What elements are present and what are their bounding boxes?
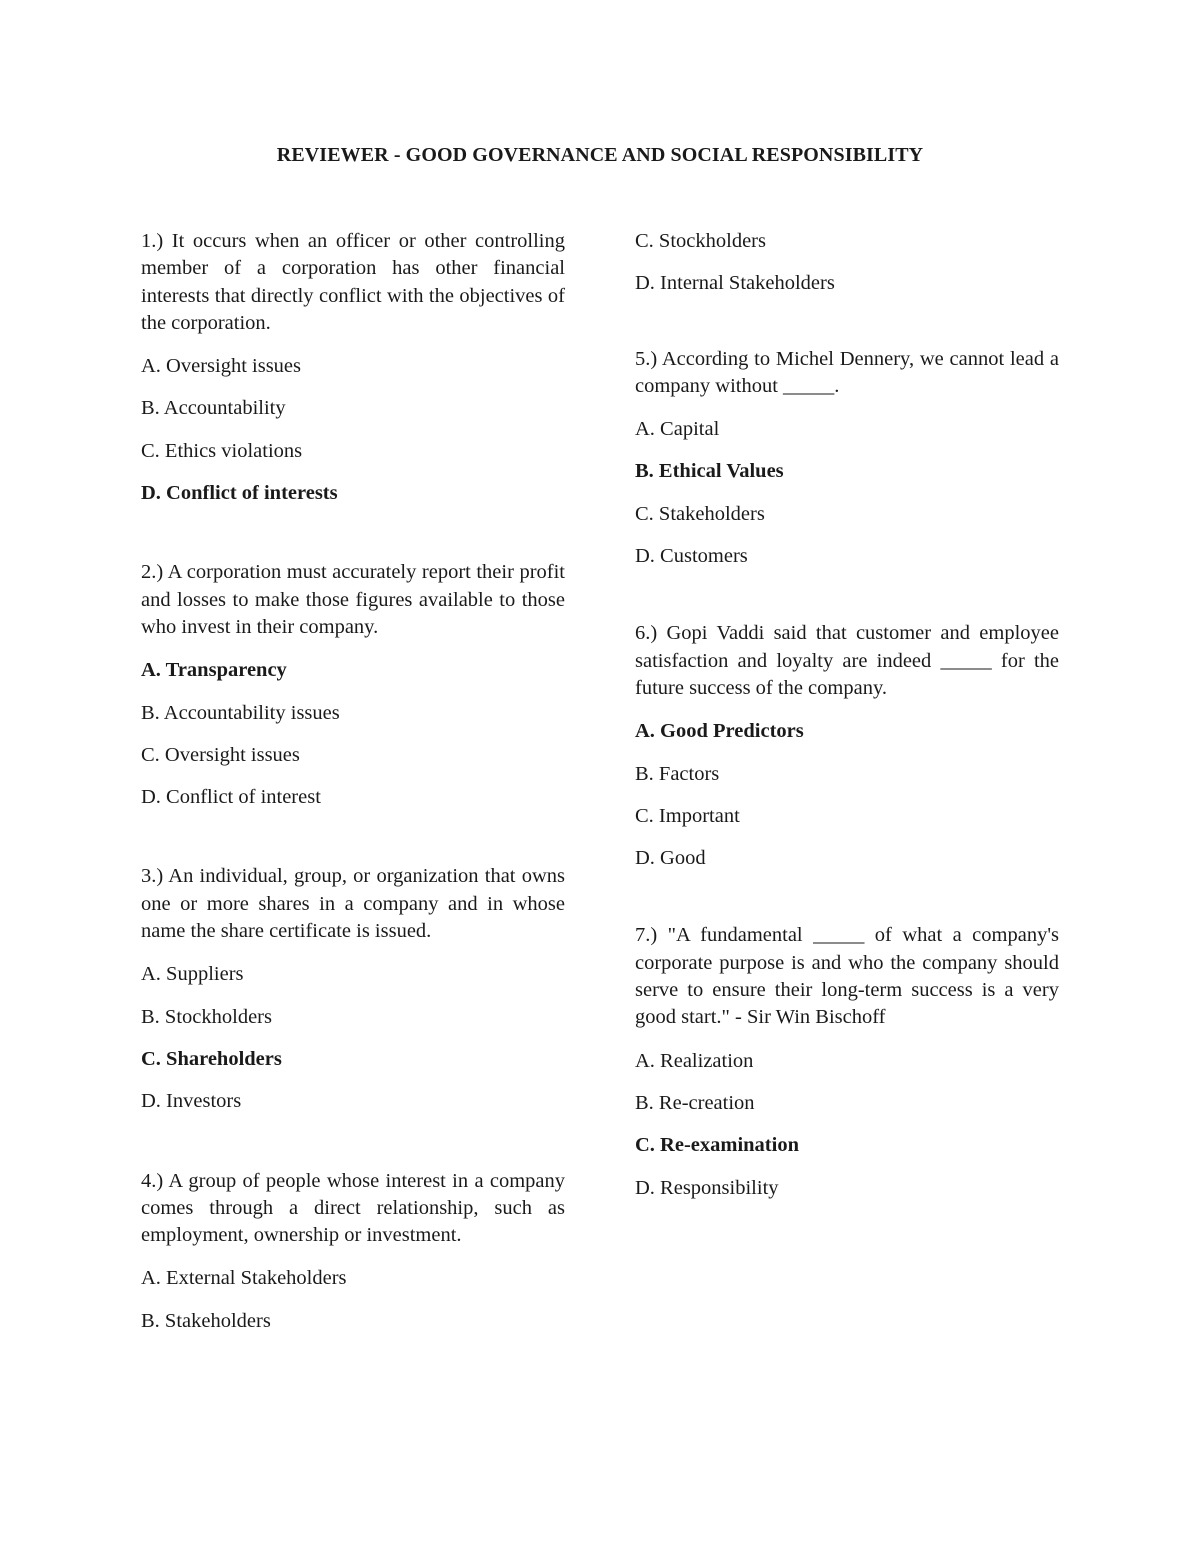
option-b: B. Factors: [635, 762, 720, 785]
option-b: B. Accountability: [141, 397, 286, 420]
question-text: 6.) Gopi Vaddi said that customer and employee satisfaction and loyalty are indeed _____ for the future success of the company.: [635, 622, 1059, 699]
option-a-answer: A. Good Predictors: [635, 720, 804, 743]
option-a: A. Capital: [635, 418, 720, 441]
question-7: [635, 922, 1059, 1201]
option-b: B. Re-creation: [635, 1091, 755, 1114]
option-a: A. Oversight issues: [141, 355, 302, 378]
question-3: [141, 863, 565, 1115]
question-4-continued: [635, 228, 1059, 298]
option-d: D. Investors: [141, 1090, 242, 1113]
option-b-answer: B. Ethical Values: [635, 460, 784, 483]
question-1: [141, 228, 565, 507]
option-c: C. Important: [635, 804, 740, 827]
option-b: B. Stakeholders: [141, 1309, 271, 1332]
question-text: 1.) It occurs when an officer or other controlling member of a corporation has other financial interests that directly conflict with the objectives of the corporation.: [141, 230, 565, 334]
question-text: 3.) An individual, group, or organization that owns one or more shares in a company and in whose name the share certificate is issued.: [141, 865, 565, 943]
question-6: [635, 620, 1059, 872]
question-2: [141, 559, 565, 811]
question-text: 7.) "A fundamental _____ of what a company's corporate purpose is and who the company should serve to ensure their long-term success is a very good start." - Sir Win Bischoff: [635, 924, 1059, 1029]
option-d: D. Internal Stakeholders: [635, 272, 835, 295]
option-d-answer: D. Conflict of interests: [141, 482, 338, 505]
left-column: [141, 228, 565, 1350]
option-a: A. External Stakeholders: [141, 1267, 347, 1290]
option-d: D. Conflict of interest: [141, 786, 321, 809]
option-b: B. Stockholders: [141, 1005, 272, 1028]
question-4: [141, 1168, 565, 1335]
option-c: C. Stakeholders: [635, 502, 765, 525]
option-b: B. Accountability issues: [141, 701, 340, 724]
question-text: 4.) A group of people whose interest in a company comes through a direct relationship, such as employment, ownership or investment.: [141, 1169, 565, 1247]
option-d: D. Customers: [635, 545, 748, 568]
option-a-answer: A. Transparency: [141, 659, 287, 682]
option-c-answer: C. Shareholders: [141, 1047, 282, 1070]
option-c: C. Oversight issues: [141, 743, 300, 766]
question-5: [635, 346, 1059, 571]
option-a: A. Suppliers: [141, 963, 244, 986]
right-column: [635, 228, 1059, 1217]
question-text: 2.) A corporation must accurately report their profit and losses to make those figures available to those who invest in their company.: [141, 561, 565, 638]
page-title: REVIEWER - GOOD GOVERNANCE AND SOCIAL RESPONSIBILITY: [276, 144, 924, 166]
option-d: D. Responsibility: [635, 1176, 779, 1199]
option-c: C. Stockholders: [635, 230, 766, 252]
question-text: 5.) According to Michel Dennery, we cannot lead a company without _____.: [635, 347, 1059, 397]
option-c: C. Ethics violations: [141, 439, 303, 462]
option-a: A. Realization: [635, 1049, 754, 1072]
option-c-answer: C. Re-examination: [635, 1134, 799, 1157]
option-d: D. Good: [635, 847, 706, 870]
